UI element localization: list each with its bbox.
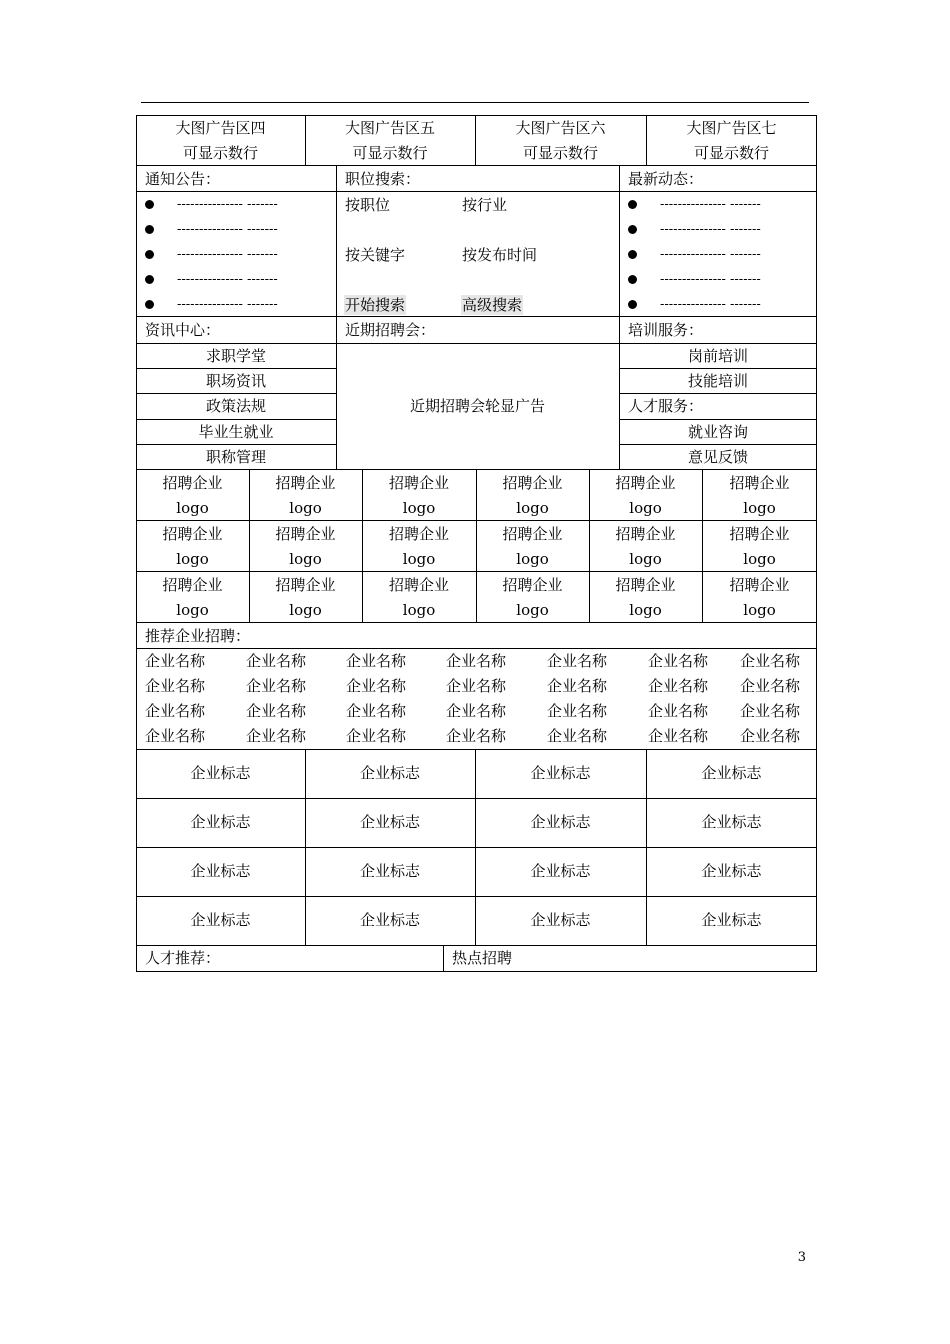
ad-area-title[interactable]: 大图广告区四 [175,119,266,137]
company-logo-text: logo [289,550,322,568]
company-emblem[interactable]: 企业标志 [359,862,420,880]
company-logo-title[interactable]: 招聘企业 [502,474,563,492]
company-emblem[interactable]: 企业标志 [530,862,591,880]
company-logo-text: logo [402,550,436,568]
talent-service-label: 人才服务： [628,397,704,416]
company-emblem[interactable]: 企业标志 [701,813,762,831]
recommended-company[interactable]: 企业名称 [246,652,307,670]
training-label: 培训服务： [628,321,704,339]
recommended-company[interactable]: 企业名称 [145,652,206,670]
recommended-company[interactable]: 企业名称 [740,702,801,720]
ad-area-subtitle: 可显示数行 [352,144,428,162]
notice-item[interactable]: --------------- ------- [177,247,278,262]
search-by-date[interactable]: 按发布时间 [462,246,538,264]
recommended-company[interactable]: 企业名称 [446,702,507,720]
company-logo-title[interactable]: 招聘企业 [275,474,336,492]
company-logo-title[interactable]: 招聘企业 [729,525,790,543]
company-logo-text: logo [402,601,436,619]
divider [136,393,336,394]
advanced-search-button[interactable]: 高级搜索 [462,296,523,314]
recommended-company[interactable]: 企业名称 [648,677,709,695]
recommended-company[interactable]: 企业名称 [446,677,507,695]
notice-item[interactable]: --------------- ------- [177,222,278,237]
divider [619,393,817,394]
recommended-company[interactable]: 企业名称 [346,677,407,695]
recommended-company[interactable]: 企业名称 [547,702,608,720]
bullet-icon [145,300,154,309]
company-logo-title[interactable]: 招聘企业 [729,474,790,492]
recommended-company[interactable]: 企业名称 [648,652,709,670]
search-by-keyword[interactable]: 按关键字 [345,246,406,264]
news-item[interactable]: --------------- ------- [660,297,761,312]
company-logo-title[interactable]: 招聘企业 [502,525,563,543]
company-logo-text: logo [402,499,436,517]
company-emblem[interactable]: 企业标志 [701,862,762,880]
ad-area-title[interactable]: 大图广告区五 [344,119,435,137]
bullet-icon [145,200,154,209]
talent-service-item[interactable]: 意见反馈 [687,447,748,466]
search-by-industry[interactable]: 按行业 [462,196,508,214]
recommended-company[interactable]: 企业名称 [740,677,801,695]
bullet-icon [628,300,637,309]
divider [136,798,817,799]
bullet-icon [628,225,637,234]
recommended-company[interactable]: 企业名称 [547,677,608,695]
news-label: 最新动态： [628,170,704,188]
talent-service-item[interactable]: 就业咨询 [687,422,748,441]
job-search-label: 职位搜索： [345,170,421,188]
news-item[interactable]: --------------- ------- [660,222,761,237]
company-logo-text: logo [176,499,209,517]
company-logo-text: logo [176,601,209,619]
recommended-company[interactable]: 企业名称 [648,727,709,745]
ad-area-title[interactable]: 大图广告区七 [686,119,777,137]
company-logo-text: logo [743,499,776,517]
company-logo-text: logo [289,499,322,517]
hot-jobs-label: 热点招聘 [452,949,513,967]
company-logo-text: logo [289,601,322,619]
bullet-icon [145,250,154,259]
recommended-company[interactable]: 企业名称 [648,702,709,720]
company-logo-title[interactable]: 招聘企业 [275,576,336,594]
info-center-item[interactable]: 毕业生就业 [198,422,274,441]
bullet-icon [145,225,154,234]
company-logo-title[interactable]: 招聘企业 [615,474,676,492]
training-item[interactable]: 岗前培训 [687,347,748,365]
info-center-item[interactable]: 职场资讯 [205,372,266,391]
divider [136,368,336,369]
divider [619,368,817,369]
company-emblem[interactable]: 企业标志 [190,813,251,831]
company-emblem[interactable]: 企业标志 [359,813,420,831]
job-fair-ad[interactable]: 近期招聘会轮显广告 [409,397,545,415]
divider [619,444,817,445]
recommended-company[interactable]: 企业名称 [346,652,407,670]
recommended-company[interactable]: 企业名称 [346,727,407,745]
company-logo-title[interactable]: 招聘企业 [729,576,790,594]
company-logo-text: logo [629,550,662,568]
company-logo-text: logo [176,550,209,568]
recommended-company[interactable]: 企业名称 [446,727,507,745]
company-logo-text: logo [743,550,776,568]
ad-area-subtitle: 可显示数行 [693,144,769,162]
recommend-label: 推荐企业招聘： [145,627,251,645]
notice-label: 通知公告： [145,170,221,188]
recommended-company[interactable]: 企业名称 [145,727,206,745]
news-item[interactable]: --------------- ------- [660,197,761,212]
job-fair-label: 近期招聘会： [345,321,436,339]
company-logo-title[interactable]: 招聘企业 [162,474,223,492]
notice-item[interactable]: --------------- ------- [177,297,278,312]
recommended-company[interactable]: 企业名称 [145,677,206,695]
company-emblem[interactable]: 企业标志 [530,764,591,782]
recommended-company[interactable]: 企业名称 [246,702,307,720]
company-logo-title[interactable]: 招聘企业 [615,576,676,594]
company-logo-text: logo [516,499,549,517]
company-logo-title[interactable]: 招聘企业 [162,525,223,543]
company-emblem[interactable]: 企业标志 [701,911,762,929]
talent-recommend-label: 人才推荐： [145,949,221,967]
divider [136,444,336,445]
recommended-company[interactable]: 企业名称 [547,727,608,745]
company-logo-text: logo [516,601,549,619]
recommended-company[interactable]: 企业名称 [246,727,307,745]
info-center-item[interactable]: 职称管理 [205,447,266,466]
notice-item[interactable]: --------------- ------- [177,272,278,287]
company-logo-title[interactable]: 招聘企业 [502,576,563,594]
recommended-company[interactable]: 企业名称 [740,727,801,745]
company-logo-text: logo [629,499,662,517]
bullet-icon [628,250,637,259]
search-by-position[interactable]: 按职位 [345,196,391,214]
company-emblem[interactable]: 企业标志 [530,911,591,929]
header-rule [141,102,809,103]
company-logo-title[interactable]: 招聘企业 [162,576,223,594]
company-emblem[interactable]: 企业标志 [190,862,251,880]
company-logo-title[interactable]: 招聘企业 [615,525,676,543]
company-emblem[interactable]: 企业标志 [359,764,420,782]
bullet-icon [628,200,637,209]
recommended-company[interactable]: 企业名称 [346,702,407,720]
recommended-company[interactable]: 企业名称 [246,677,307,695]
bullet-icon [145,275,154,284]
company-logo-title[interactable]: 招聘企业 [388,525,449,543]
training-item[interactable]: 技能培训 [687,372,748,391]
ad-area-title[interactable]: 大图广告区六 [515,119,606,137]
recommended-company[interactable]: 企业名称 [145,702,206,720]
divider [619,419,817,420]
news-item[interactable]: --------------- ------- [660,272,761,287]
info-center-label: 资讯中心： [145,321,221,339]
recommended-company[interactable]: 企业名称 [547,652,608,670]
company-emblem[interactable]: 企业标志 [190,911,251,929]
company-emblem[interactable]: 企业标志 [190,764,251,782]
company-emblem[interactable]: 企业标志 [359,911,420,929]
ad-area-subtitle: 可显示数行 [182,144,258,162]
recommended-company[interactable]: 企业名称 [446,652,507,670]
divider [136,419,336,420]
company-logo-title[interactable]: 招聘企业 [275,525,336,543]
info-center-item[interactable]: 政策法规 [205,397,266,416]
company-logo-text: logo [743,601,776,619]
news-item[interactable]: --------------- ------- [660,247,761,262]
info-center-item[interactable]: 求职学堂 [205,347,266,365]
ad-area-subtitle: 可显示数行 [522,144,598,162]
start-search-button[interactable]: 开始搜索 [345,296,406,314]
bullet-icon [628,275,637,284]
divider [136,896,817,897]
portal-layout-table [136,115,817,972]
recommended-company[interactable]: 企业名称 [740,652,801,670]
page-number: 3 [797,1250,806,1265]
company-logo-title[interactable]: 招聘企业 [388,474,449,492]
company-logo-title[interactable]: 招聘企业 [388,576,449,594]
company-logo-text: logo [629,601,662,619]
divider [136,847,817,848]
company-logo-text: logo [516,550,549,568]
company-emblem[interactable]: 企业标志 [701,764,762,782]
notice-item[interactable]: --------------- ------- [177,197,278,212]
company-emblem[interactable]: 企业标志 [530,813,591,831]
